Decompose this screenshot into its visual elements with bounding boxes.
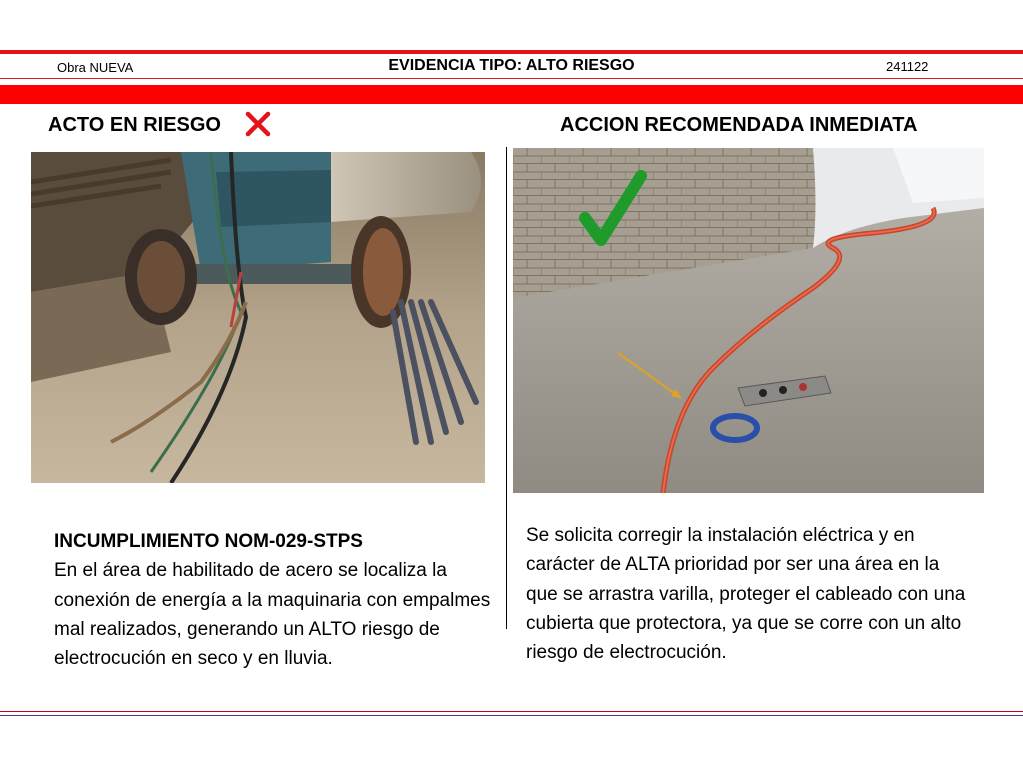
report-code: 241122 xyxy=(886,59,929,74)
risk-description-text: En el área de habilitado de acero se localiza la conexión de energía a la maquinaria con empalmes mal realizados, generando un ALTO riesgo de electrocución en seco y en lluvia. xyxy=(54,560,491,670)
action-photo xyxy=(513,148,984,493)
header-top-line xyxy=(0,50,1023,54)
regulation-violation: INCUMPLIMIENTO NOM-029-STPS xyxy=(54,531,363,552)
action-description: Se solicita corregir la instalación eléctrica y en carácter de ALTA prioridad por ser una área en la que se arrastra varilla, proteger el cableado con una cubierta que protectora, ya que se corre con un alto riesgo de electrocución. xyxy=(526,525,966,664)
risk-act-title: ACTO EN RIESGO xyxy=(48,114,221,136)
page-title: EVIDENCIA TIPO: ALTO RIESGO xyxy=(388,57,635,74)
recommended-action-title: ACCION RECOMENDADA INMEDIATA xyxy=(560,114,918,136)
risk-photo xyxy=(31,152,485,483)
header-red-band xyxy=(0,85,1023,104)
vertical-divider xyxy=(506,147,507,629)
cross-icon xyxy=(244,110,272,138)
footer-purple-line xyxy=(0,715,1023,716)
risk-description xyxy=(54,527,494,673)
footer-red-line xyxy=(0,711,1023,712)
project-name: Obra NUEVA xyxy=(57,60,134,75)
header-divider-line xyxy=(0,78,1023,79)
